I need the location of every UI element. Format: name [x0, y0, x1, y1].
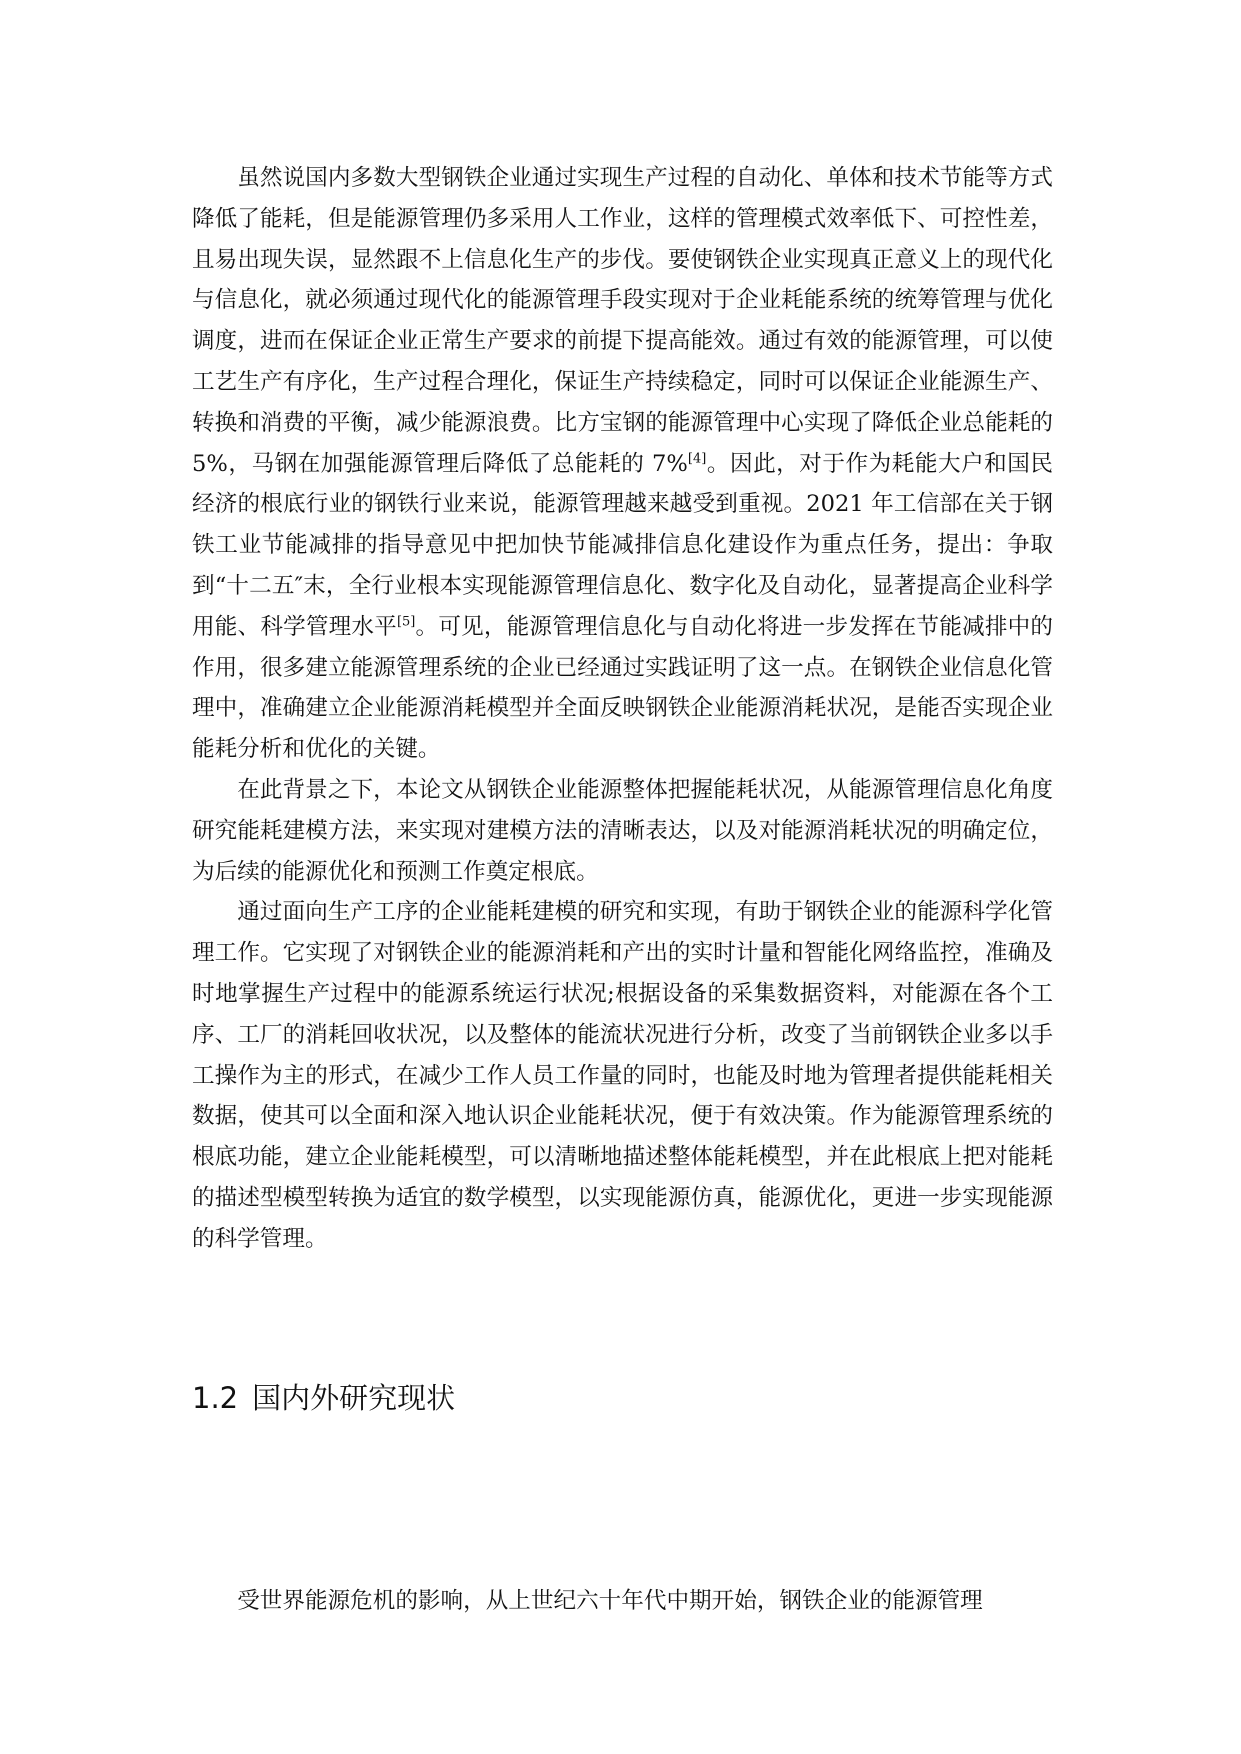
text-run: 虽然说国内多数大型钢铁企业通过实现生产过程的自动化、单体和技术节能等方式降低了能耗，但是能源管理仍多采用人工作业，这样的管理模式效率低下、可控性差，且易出现失误，显然跟不上信息化生产的步伐。要使钢铁企业实现真正意义上的现代化与信息化，就必须通过现代化的能源管理手段实现对于企业耗能系统的统筹管理与优化调度，进而在保证企业正常生产要求的前提下提高能效。通过有效的能源管理，可以使工艺生产有序化，生产过程合理化，保证生产持续稳定，同时可以保证企业能源生产、转换和消费的平衡，减少能源浪费。比方宝钢的能源管理中心实现了降低企业总能耗的 5%，马钢在加强能源管理后降低了总能耗的 7%: [192, 165, 1053, 477]
text-run: 。可见，能源管理信息化与自动化将进一步发挥在节能减排中的作用，很多建立能源管理系统的企业已经通过实践证明了这一点。在钢铁企业信息化管理中，准确建立企业能源消耗模型并全面反映钢铁企业能源消耗状况，是能否实现企业能耗分析和优化的关键。: [192, 613, 1054, 763]
text-run: 。因此，对于作为耗能大户和国民经济的根底行业的钢铁行业来说，能源管理越来越受到重视。2021 年工信部在关于钢铁工业节能减排的指导意见中把加快节能减排信息化建设作为重点任务，提出：争取到“十二五″末，全行业根本实现能源管理信息化、数字化及自动化，显著提高企业科学用能、科学管理水平: [192, 450, 1053, 640]
citation-5: [5]: [396, 614, 416, 630]
section-title: 国内外研究现状: [252, 1381, 456, 1415]
text-run: 通过面向生产工序的企业能耗建模的研究和实现，有助于钢铁企业的能源科学化管理工作。它实现了对钢铁企业的能源消耗和产出的实时计量和智能化网络监控，准确及时地掌握生产过程中的能源系统运行状况;根据设备的采集数据资料，对能源在各个工序、工厂的消耗回收状况，以及整体的能流状况进行分析，改变了当前钢铁企业多以手工操作为主的形式，在减少工作人员工作量的同时，也能及时地为管理者提供能耗相关数据，使其可以全面和深入地认识企业能耗状况，便于有效决策。作为能源管理系统的根底功能，建立企业能耗模型，可以清晰地描述整体能耗模型，并在此根底上把对能耗的描述型模型转换为适宜的数学模型，以实现能源仿真，能源优化，更进一步实现能源的科学管理。: [192, 899, 1053, 1252]
body-text-bottom: [192, 1581, 1053, 1622]
text-run: 受世界能源危机的影响，从上世纪六十年代中期开始，钢铁企业的能源管理: [237, 1588, 983, 1614]
paragraph-significance: [192, 892, 1053, 1259]
section-heading: [192, 1378, 455, 1418]
citation-4: [4]: [687, 451, 707, 467]
text-run: 在此背景之下，本论文从钢铁企业能源整体把握能耗状况，从能源管理信息化角度研究能耗建模方法，来实现对建模方法的清晰表达，以及对能源消耗状况的明确定位，为后续的能源优化和预测工作奠定根底。: [192, 776, 1053, 885]
section-number: 1.2: [192, 1381, 239, 1415]
paragraph-background: [192, 158, 1053, 770]
paragraph-context: [192, 770, 1053, 892]
paragraph-research-status: [192, 1581, 1053, 1622]
body-text-top: [192, 158, 1053, 1260]
